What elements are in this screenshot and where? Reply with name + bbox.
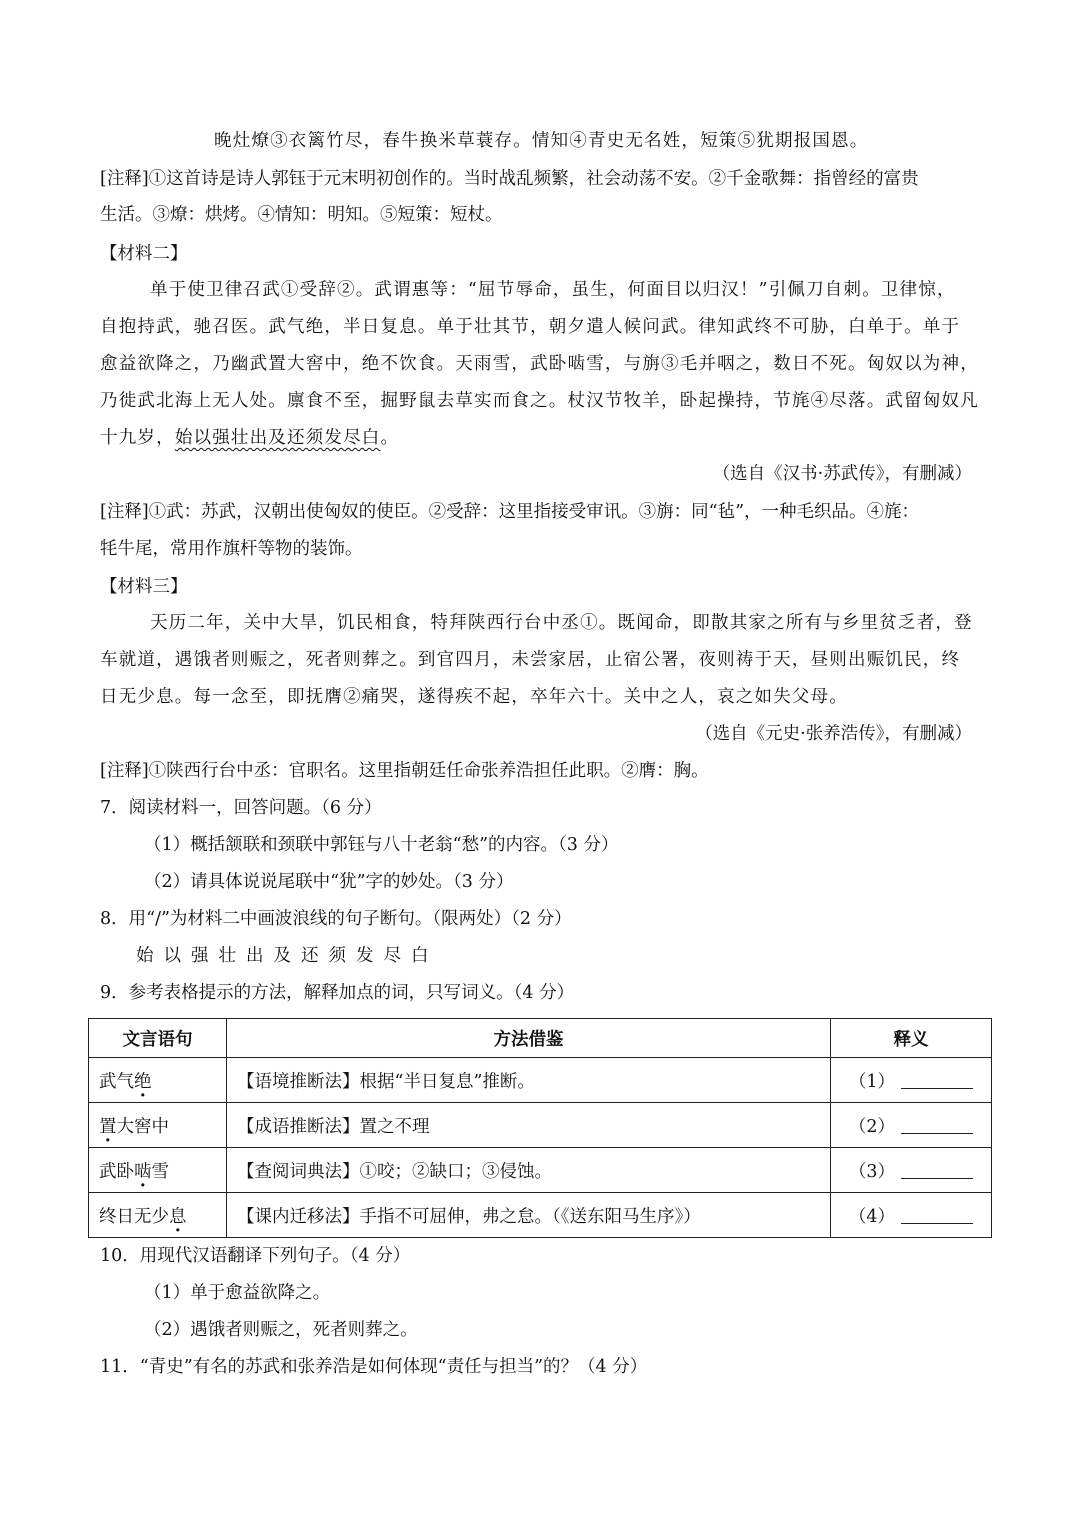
answer-blank[interactable] [901, 1117, 973, 1134]
material2-line5-prefix: 十九岁， [100, 428, 175, 448]
material2-note-line1: [注释]①武：苏武，汉朝出使匈奴的使臣。②受辞：这里指接受审讯。③旃：同“毡”，一种毛织品。④旄： [100, 502, 920, 522]
material2-line4: 乃徙武北海上无人处。廪食不至，掘野鼠去草实而食之。杖汉节牧羊，卧起操持，节旄④尽落。武留匈奴凡 [100, 391, 979, 411]
answer-number: （3） [848, 1161, 896, 1182]
material2-line5 [100, 426, 399, 450]
table-row [89, 1058, 992, 1103]
question-11: 11．“青史”有名的苏武和张养浩是如何体现“责任与担当”的？（4 分） [100, 1357, 648, 1377]
material2-line5-suffix: 。 [380, 428, 400, 448]
dotted-word: 绝 [134, 1071, 152, 1092]
note1-line1: [注释]①这首诗是诗人郭钰于元末明初创作的。当时战乱频繁，社会动荡不安。②千金歌舞：指曾经的富贵 [100, 169, 919, 189]
method-cell: 【查阅词典法】①咬；②缺口；③侵蚀。 [227, 1148, 831, 1193]
table-row [89, 1148, 992, 1193]
question-8-sentence: 始以强壮出及还须发尽白 [136, 946, 439, 966]
phrase-post: 雪 [151, 1161, 169, 1182]
material3-heading: 【材料三】 [100, 577, 188, 597]
answer-number: （4） [848, 1206, 896, 1227]
phrase-cell [89, 1148, 227, 1193]
phrase-cell [89, 1193, 227, 1238]
header-phrase: 文言语句 [89, 1019, 227, 1058]
material2-line3: 愈益欲降之，乃幽武置大窖中，绝不饮食。天雨雪，武卧啮雪，与旃③毛并咽之，数日不死。匈奴以为神， [100, 354, 979, 374]
material2-source: （选自《汉书·苏武传》，有删减） [712, 464, 972, 484]
method-cell: 【课内迁移法】手指不可屈伸，弗之怠。（《送东阳马生序》） [227, 1193, 831, 1238]
material3-note: [注释]①陕西行台中丞：官职名。这里指朝廷任命张养浩担任此职。②膺：胸。 [100, 761, 709, 781]
material2-line1: 单于使卫律召武①受辞②。武谓惠等：“屈节辱命，虽生，何面目以归汉！”引佩刀自刺。卫律惊， [150, 280, 956, 300]
question-7: 7．阅读材料一，回答问题。（6 分） [100, 798, 382, 818]
question-10: 10．用现代汉语翻译下列句子。（4 分） [100, 1246, 411, 1266]
answer-cell[interactable] [831, 1103, 992, 1148]
dotted-word: 置 [99, 1116, 117, 1137]
answer-number: （2） [848, 1116, 896, 1137]
material2-note-line2: 牦牛尾，常用作旗杆等物的装饰。 [100, 539, 363, 559]
material3-line3: 日无少息。每一念至，即抚膺②痛哭，遂得疾不起，卒年六十。关中之人，哀之如失父母。 [100, 687, 848, 707]
table-row [89, 1193, 992, 1238]
material3-line2: 车就道，遇饿者则赈之，死者则葬之。到官四月，未尝家居，止宿公署，夜则祷于天，昼则出赈饥民，终 [100, 650, 961, 670]
material2-heading: 【材料二】 [100, 244, 188, 264]
answer-cell[interactable] [831, 1058, 992, 1103]
material3-source: （选自《元史·张养浩传》，有删减） [695, 724, 972, 744]
answer-cell[interactable] [831, 1148, 992, 1193]
header-method: 方法借鉴 [227, 1019, 831, 1058]
table-row [89, 1103, 992, 1148]
phrase-pre: 终日无少 [99, 1206, 169, 1227]
question-10-2: （2）遇饿者则赈之，死者则葬之。 [144, 1320, 418, 1340]
phrase-cell [89, 1058, 227, 1103]
note1-line2: 生活。③燎：烘烤。④情知：明知。⑤短策：短杖。 [100, 205, 503, 225]
material2-line2: 自抱持武，驰召医。武气绝，半日复息。单于壮其节，朝夕遣人候问武。律知武终不可胁，白单于。单于 [100, 317, 961, 337]
header-meaning: 释义 [831, 1019, 992, 1058]
method-table [88, 1018, 992, 1238]
answer-blank[interactable] [901, 1072, 973, 1089]
answer-cell[interactable] [831, 1193, 992, 1238]
dotted-word: 息 [169, 1206, 187, 1227]
answer-blank[interactable] [901, 1207, 973, 1224]
question-8: 8．用“/”为材料二中画波浪线的句子断句。（限两处）（2 分） [100, 909, 572, 929]
phrase-pre: 武气 [99, 1071, 134, 1092]
wavy-sentence: 始以强壮出及还须发尽白 [174, 428, 381, 448]
poem-tail: 晚灶燎③衣篱竹尽，春牛换米草蓑存。情知④青史无名姓，短策⑤犹期报国恩。 [214, 131, 869, 151]
question-7-1: （1）概括颔联和颈联中郭钰与八十老翁“愁”的内容。（3 分） [144, 835, 619, 855]
phrase-cell [89, 1103, 227, 1148]
method-cell: 【成语推断法】置之不理 [227, 1103, 831, 1148]
phrase-pre: 武卧 [99, 1161, 134, 1182]
method-cell: 【语境推断法】根据“半日复息”推断。 [227, 1058, 831, 1103]
phrase-post: 大窖中 [116, 1116, 169, 1137]
answer-number: （1） [848, 1071, 896, 1092]
answer-blank[interactable] [901, 1162, 973, 1179]
dotted-word: 啮 [134, 1161, 152, 1182]
material3-line1: 天历二年，关中大旱，饥民相食，特拜陕西行台中丞①。既闻命，即散其家之所有与乡里贫乏者，登 [150, 613, 973, 633]
question-9: 9．参考表格提示的方法，解释加点的词，只写词义。（4 分） [100, 983, 575, 1003]
question-7-2: （2）请具体说说尾联中“犹”字的妙处。（3 分） [144, 872, 514, 892]
table-header-row [89, 1019, 992, 1058]
question-10-1: （1）单于愈益欲降之。 [144, 1283, 331, 1303]
